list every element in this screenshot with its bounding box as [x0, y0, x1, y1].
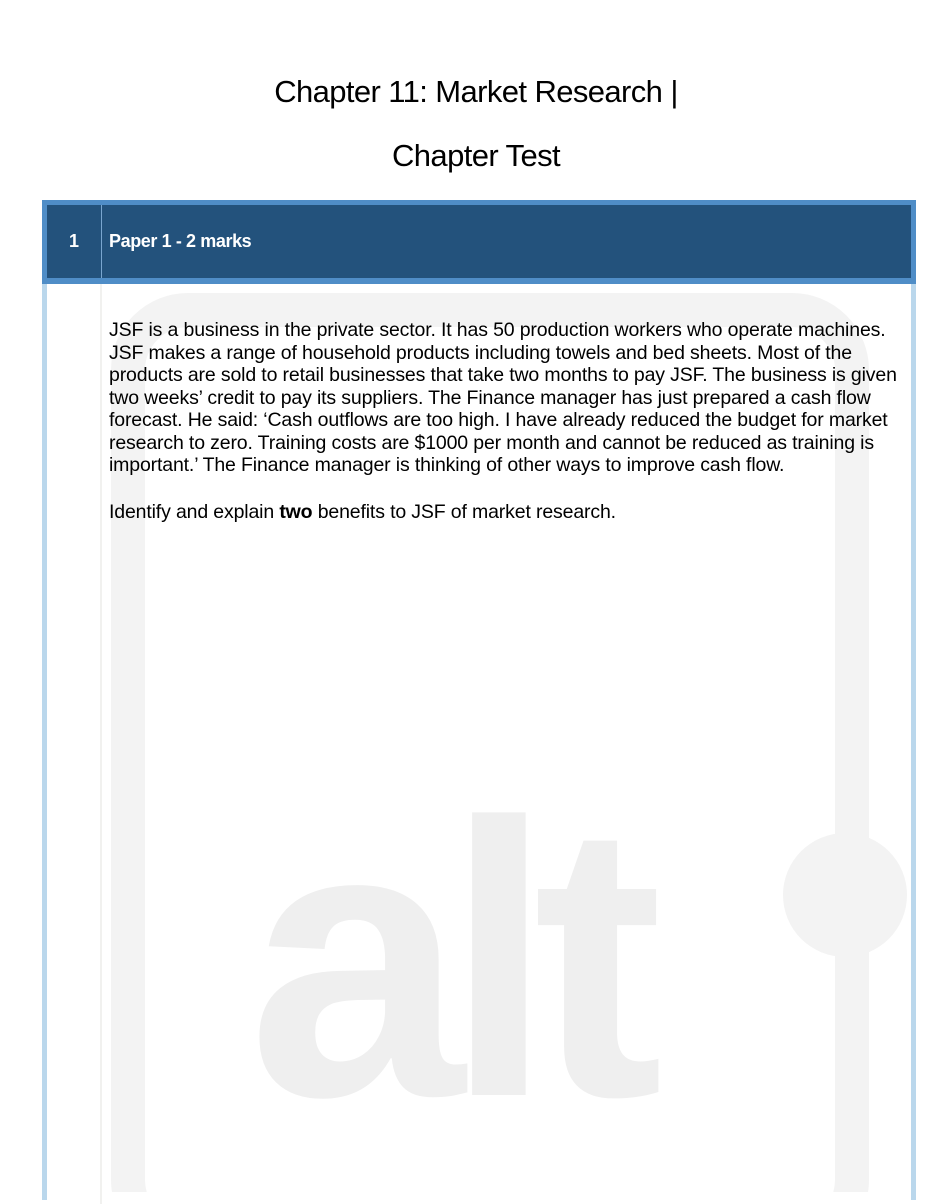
- question-prompt: [109, 501, 909, 524]
- page-title: Chapter 11: Market Research |: [274, 74, 678, 109]
- page-subtitle: Chapter Test: [392, 138, 560, 173]
- prompt-emphasis: two: [279, 500, 313, 523]
- header-divider: [101, 205, 102, 278]
- question-number: 1: [68, 231, 79, 251]
- watermark-text: alt: [248, 742, 644, 1178]
- question-scenario-text: JSF is a business in the private sector. It has 50 production workers who operate machines. JSF makes a range of household products including towels and bed sheets. Most of the products are sold to retail businesses that take two months to pay JSF. The business is given two weeks’ credit to pay its suppliers. The Finance manager has just prepared a cash flow forecast. He said: ‘Cash outflows are too high. I have already reduced the budget for market research to zero. Training costs are $1000 per month and cannot be reduced as training is important.’ The Finance manager is thinking of other ways to improve cash flow.: [109, 319, 897, 476]
- question-header-row: [42, 200, 916, 284]
- body-divider: [100, 284, 102, 1204]
- question-paper-marks: Paper 1 - 2 marks: [109, 231, 252, 251]
- prompt-text-start: Identify and explain: [109, 500, 280, 523]
- question-table: [42, 200, 916, 1200]
- question-content: [109, 319, 909, 523]
- prompt-text-end: benefits to JSF of market research.: [312, 500, 616, 523]
